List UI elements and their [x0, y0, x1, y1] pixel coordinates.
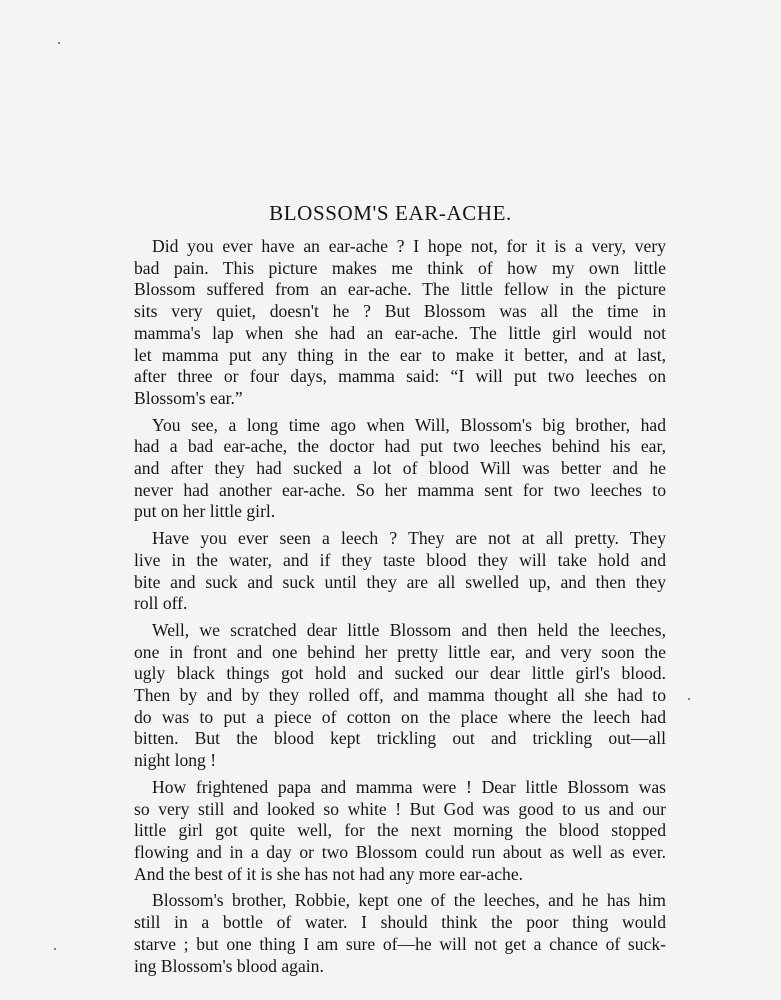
text-line: roll off. [134, 593, 188, 614]
text-line: ing Blossom's blood again. [134, 955, 324, 976]
story-body [134, 236, 666, 982]
story-paragraph [134, 528, 666, 615]
story-paragraph [134, 890, 666, 977]
text-line: bad pain. This picture makes me think of how my own little [134, 257, 666, 278]
story-paragraph [134, 777, 666, 886]
text-line: sits very quiet, doesn't he ? But Blossom was all the time in [134, 301, 666, 322]
text-line: starve ; but one thing I am sure of—he will not get a chance of suck- [134, 933, 666, 954]
story-paragraph [134, 620, 666, 772]
page-title: BLOSSOM'S EAR-ACHE. [269, 201, 512, 225]
text-line: Did you ever have an ear-ache ? I hope not, for it is a very, very [152, 236, 666, 256]
text-line: Well, we scratched dear little Blossom and then held the leeches, [152, 619, 666, 640]
paper-speck [688, 698, 690, 700]
text-line: Blossom suffered from an ear-ache. The little fellow in the picture [134, 279, 666, 300]
text-line: had a bad ear-ache, the doctor had put two leeches behind his ear, [134, 436, 666, 457]
text-line: Blossom's brother, Robbie, kept one of the leeches, and he has him [152, 890, 666, 911]
text-line: ugly black things got hold and sucked our dear little girl's blood. [134, 663, 666, 684]
story-paragraph [134, 415, 666, 524]
text-line: flowing and in a day or two Blossom could run about as well as ever. [134, 841, 666, 862]
text-line: How frightened papa and mamma were ! Dear little Blossom was [152, 776, 666, 797]
text-line: never had another ear-ache. So her mamma sent for two leeches to [134, 479, 666, 500]
text-line: still in a bottle of water. I should think the poor thing would [134, 912, 666, 933]
story-paragraph [134, 236, 666, 410]
text-line: night long ! [134, 750, 217, 771]
text-line: let mamma put any thing in the ear to make it better, and at last, [134, 344, 666, 365]
paper-speck [54, 948, 56, 950]
text-line: Blossom's ear.” [134, 387, 243, 408]
text-line: Then by and by they rolled off, and mamma thought all she had to [134, 685, 666, 706]
text-line: mamma's lap when she had an ear-ache. The little girl would not [134, 322, 666, 343]
text-line: bite and suck and suck until they are all swelled up, and then they [134, 571, 666, 592]
text-line: after three or four days, mamma said: “I will put two leeches on [134, 366, 666, 387]
paper-speck [58, 42, 60, 44]
text-line: Have you ever seen a leech ? They are not at all pretty. They [152, 528, 666, 549]
text-line: And the best of it is she has not had any more ear-ache. [134, 863, 524, 884]
text-line: little girl got quite well, for the next morning the blood stopped [134, 820, 666, 841]
text-line: live in the water, and if they taste blood they will take hold and [134, 549, 666, 570]
text-line: bitten. But the blood kept trickling out and trickling out—all [134, 728, 666, 749]
text-line: so very still and looked so white ! But God was good to us and our [134, 798, 666, 819]
text-line: You see, a long time ago when Will, Blossom's big brother, had [152, 414, 666, 435]
text-line: put on her little girl. [134, 501, 276, 522]
text-line: and after they had sucked a lot of blood Will was better and he [134, 458, 666, 479]
text-line: do was to put a piece of cotton on the place where the leech had [134, 706, 666, 727]
text-line: one in front and one behind her pretty little ear, and very soon the [134, 641, 666, 662]
